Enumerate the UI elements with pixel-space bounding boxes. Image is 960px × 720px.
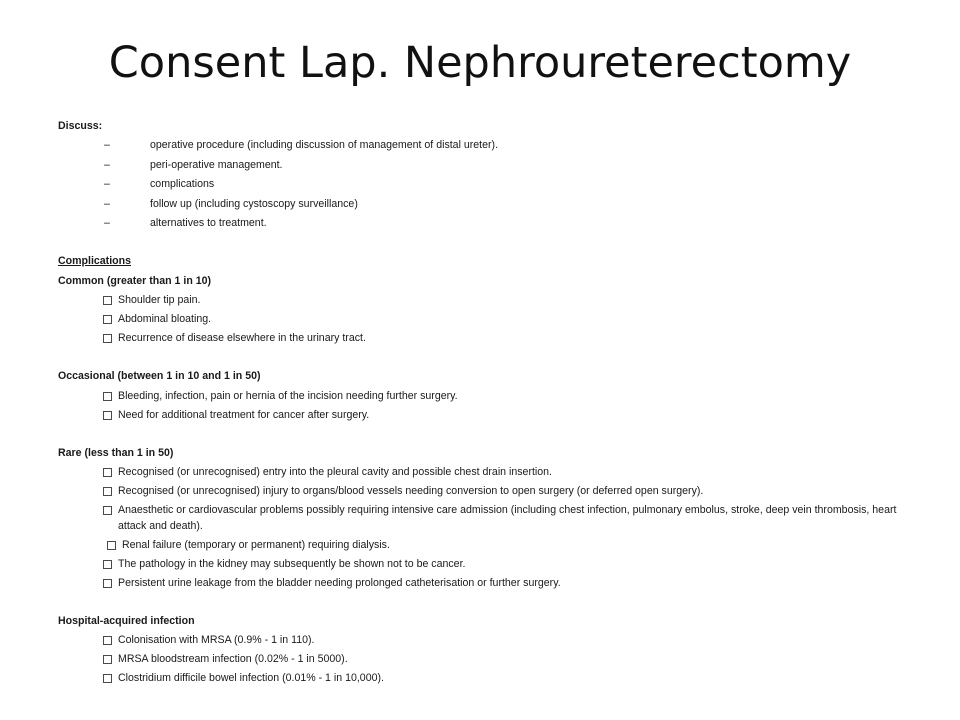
- list-item: [58, 631, 918, 650]
- list-item: [58, 555, 918, 574]
- bullet-text: Recognised (or unrecognised) entry into the pleural cavity and possible chest drain insertion.: [118, 466, 552, 479]
- list-item: [58, 329, 918, 348]
- slide-title: Consent Lap. Nephroureterectomy: [108, 38, 852, 88]
- checkbox-bullet-icon: [103, 506, 112, 515]
- list-item: [58, 501, 918, 536]
- discuss-item-text: alternatives to treatment.: [150, 217, 267, 230]
- checkbox-bullet-icon: [103, 468, 112, 477]
- slide-content: [58, 117, 918, 688]
- dash-marker: –: [104, 158, 110, 171]
- list-item: [58, 310, 918, 329]
- spacer: [58, 593, 918, 612]
- list-item: [58, 650, 918, 669]
- bullet-text: Recurrence of disease elsewhere in the urinary tract.: [118, 332, 366, 345]
- list-item: [58, 136, 918, 155]
- list-item: [58, 156, 918, 175]
- bullet-text: The pathology in the kidney may subsequently be shown not to be cancer.: [118, 558, 466, 571]
- spacer: [58, 348, 918, 367]
- checkbox-bullet-icon: [103, 655, 112, 664]
- list-item: [58, 463, 918, 482]
- list-item: [58, 482, 918, 501]
- list-item: [58, 574, 918, 593]
- dash-marker: –: [104, 197, 110, 210]
- list-item: [58, 214, 918, 233]
- checkbox-bullet-icon: [103, 334, 112, 343]
- list-item: [58, 175, 918, 194]
- bullet-text: Renal failure (temporary or permanent) requiring dialysis.: [122, 539, 390, 552]
- bullet-text: Clostridium difficile bowel infection (0.01% - 1 in 10,000).: [118, 672, 384, 685]
- list-item: [58, 669, 918, 688]
- list-item: [58, 536, 918, 555]
- checkbox-bullet-icon: [103, 560, 112, 569]
- dash-marker: –: [104, 217, 110, 230]
- spacer: [58, 425, 918, 444]
- list-item: [58, 406, 918, 425]
- bullet-text: Need for additional treatment for cancer after surgery.: [118, 408, 370, 421]
- discuss-item-text: operative procedure (including discussion of management of distal ureter).: [150, 139, 499, 152]
- bullet-text: Bleeding, infection, pain or hernia of the incision needing further surgery.: [118, 389, 458, 402]
- spacer: [58, 233, 918, 252]
- bullet-text: Recognised (or unrecognised) injury to organs/blood vessels needing conversion to open surgery (or deferred open surgery).: [118, 485, 704, 498]
- bullet-text: Persistent urine leakage from the bladder needing prolonged catheterisation or further surgery.: [118, 577, 561, 590]
- discuss-item-text: follow up (including cystoscopy surveillance): [150, 197, 358, 210]
- discuss-item-text: peri-operative management.: [150, 158, 283, 171]
- bullet-text: Colonisation with MRSA (0.9% - 1 in 110).: [118, 634, 315, 647]
- common-heading: Common (greater than 1 in 10): [58, 274, 212, 287]
- dash-marker: –: [104, 178, 110, 191]
- dash-marker: –: [104, 139, 110, 152]
- list-item: [58, 387, 918, 406]
- bullet-text: Shoulder tip pain.: [118, 294, 201, 307]
- bullet-text: MRSA bloodstream infection (0.02% - 1 in 5000).: [118, 653, 348, 666]
- checkbox-bullet-icon: [103, 674, 112, 683]
- checkbox-bullet-icon: [103, 487, 112, 496]
- checkbox-bullet-icon: [103, 392, 112, 401]
- checkbox-bullet-icon: [107, 541, 116, 550]
- list-item: [58, 291, 918, 310]
- bullet-text: Anaesthetic or cardiovascular problems possibly requiring intensive care admission (including chest infection, pulmonary embolus, stroke, deep vein thrombosis, heart attack and death).: [118, 504, 897, 533]
- hospital-heading: Hospital-acquired infection: [58, 615, 195, 628]
- list-item: [58, 195, 918, 214]
- discuss-heading: Discuss:: [58, 120, 103, 132]
- complications-heading: Complications: [58, 255, 131, 268]
- checkbox-bullet-icon: [103, 315, 112, 324]
- rare-heading: Rare (less than 1 in 50): [58, 446, 174, 459]
- checkbox-bullet-icon: [103, 296, 112, 305]
- bullet-text: Abdominal bloating.: [118, 313, 212, 326]
- discuss-item-text: complications: [150, 178, 215, 191]
- checkbox-bullet-icon: [103, 411, 112, 420]
- checkbox-bullet-icon: [103, 579, 112, 588]
- occasional-heading: Occasional (between 1 in 10 and 1 in 50): [58, 370, 261, 383]
- checkbox-bullet-icon: [103, 636, 112, 645]
